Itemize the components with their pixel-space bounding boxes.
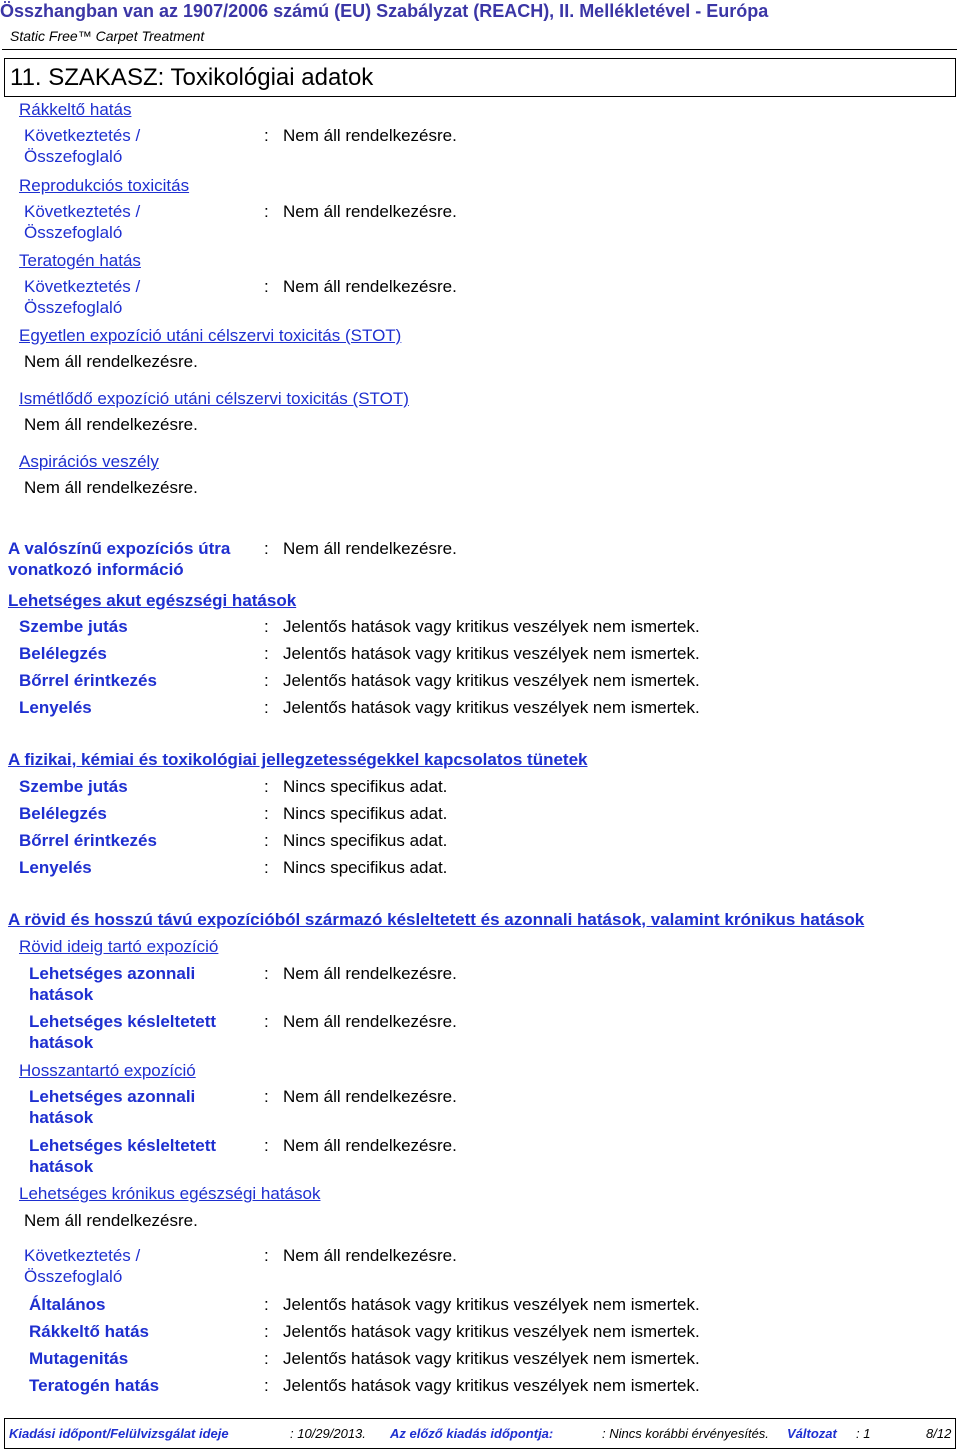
carcinogenicity-heading: Rákkeltő hatás xyxy=(19,100,132,119)
symptoms-row-value: Nincs specifikus adat. xyxy=(283,777,448,796)
chronic-conclusion-value: Nem áll rendelkezésre. xyxy=(283,1246,457,1265)
acute-row-value: Jelentős hatások vagy kritikus veszélyek nem ismertek. xyxy=(283,617,700,636)
aspiration-value: Nem áll rendelkezésre. xyxy=(24,478,198,497)
colon: : xyxy=(264,831,269,850)
colon: : xyxy=(264,1012,269,1031)
colon: : xyxy=(264,539,269,558)
symptoms-row-label: Bőrrel érintkezés xyxy=(19,831,157,850)
chronic-effects-value: Nem áll rendelkezésre. xyxy=(24,1211,198,1230)
symptoms-row-label: Szembe jutás xyxy=(19,777,128,796)
colon: : xyxy=(264,698,269,717)
acute-row-label: Belélegzés xyxy=(19,644,107,663)
symptoms-row-value: Nincs specifikus adat. xyxy=(283,831,448,850)
footer-prev-label: Az előző kiadás időpontja: xyxy=(390,1426,554,1441)
short-term-delayed-value: Nem áll rendelkezésre. xyxy=(283,1012,457,1031)
long-term-delayed-label: Lehetséges késleltetett hatások xyxy=(29,1136,217,1176)
carcinogenicity-conclusion-value: Nem áll rendelkezésre. xyxy=(283,126,457,145)
acute-row-value: Jelentős hatások vagy kritikus veszélyek nem ismertek. xyxy=(283,698,700,717)
teratogenicity-heading: Teratogén hatás xyxy=(19,251,141,270)
colon: : xyxy=(264,1322,269,1341)
footer-issue-value: : 10/29/2013. xyxy=(290,1426,366,1441)
footer-version-value: : 1 xyxy=(856,1426,871,1441)
colon: : xyxy=(264,1376,269,1395)
delayed-effects-heading: A rövid és hosszú távú expozícióból származó késleltetett és azonnali hatások, valamint krónikus hatások xyxy=(8,910,865,929)
stot-repeated-heading: Ismétlődő expozíció utáni célszervi toxicitás (STOT) xyxy=(19,389,409,408)
colon: : xyxy=(264,617,269,636)
colon: : xyxy=(264,1136,269,1155)
chronic-row-label: Teratogén hatás xyxy=(29,1376,160,1395)
document-header-title: Összhangban van az 1907/2006 számú (EU) Szabályzat (REACH), II. Mellékletével - Európa xyxy=(0,1,769,21)
symptoms-row-label: Lenyelés xyxy=(19,858,92,877)
acute-row-label: Bőrrel érintkezés xyxy=(19,671,157,690)
short-term-immediate-label: Lehetséges azonnali hatások xyxy=(29,964,196,1004)
acute-row-label: Lenyelés xyxy=(19,698,92,717)
acute-row-value: Jelentős hatások vagy kritikus veszélyek nem ismertek. xyxy=(283,671,700,690)
colon: : xyxy=(264,858,269,877)
colon: : xyxy=(264,1349,269,1368)
footer-prev-value: : Nincs korábbi érvényesítés. xyxy=(602,1426,769,1441)
chronic-row-value: Jelentős hatások vagy kritikus veszélyek nem ismertek. xyxy=(283,1295,700,1314)
section-title: 11. SZAKASZ: Toxikológiai adatok xyxy=(10,64,374,91)
colon: : xyxy=(264,1246,269,1265)
exposure-routes-value: Nem áll rendelkezésre. xyxy=(283,539,457,558)
colon: : xyxy=(264,277,269,296)
chronic-row-label: Rákkeltő hatás xyxy=(29,1322,149,1341)
header-divider xyxy=(2,49,957,50)
colon: : xyxy=(264,777,269,796)
acute-effects-heading: Lehetséges akut egészségi hatások xyxy=(8,591,297,610)
symptoms-row-value: Nincs specifikus adat. xyxy=(283,858,448,877)
long-term-delayed-value: Nem áll rendelkezésre. xyxy=(283,1136,457,1155)
chronic-row-value: Jelentős hatások vagy kritikus veszélyek nem ismertek. xyxy=(283,1349,700,1368)
reproductive-heading: Reprodukciós toxicitás xyxy=(19,176,190,195)
footer-version-label: Változat xyxy=(787,1426,837,1441)
chronic-row-label: Általános xyxy=(29,1295,106,1314)
symptoms-row-value: Nincs specifikus adat. xyxy=(283,804,448,823)
colon: : xyxy=(264,671,269,690)
acute-row-label: Szembe jutás xyxy=(19,617,128,636)
colon: : xyxy=(264,804,269,823)
chronic-conclusion-label: Következtetés / Összefoglaló xyxy=(24,1246,141,1286)
footer-issue-label: Kiadási időpont/Felülvizsgálat ideje xyxy=(9,1426,229,1441)
long-term-immediate-value: Nem áll rendelkezésre. xyxy=(283,1087,457,1106)
chronic-row-value: Jelentős hatások vagy kritikus veszélyek nem ismertek. xyxy=(283,1322,700,1341)
colon: : xyxy=(264,644,269,663)
stot-single-value: Nem áll rendelkezésre. xyxy=(24,352,198,371)
exposure-routes-label: A valószínű expozíciós útra vonatkozó információ xyxy=(8,539,231,579)
reproductive-conclusion-label: Következtetés / Összefoglaló xyxy=(24,202,141,242)
product-name: Static Free™ Carpet Treatment xyxy=(10,28,205,44)
stot-repeated-value: Nem áll rendelkezésre. xyxy=(24,415,198,434)
colon: : xyxy=(264,202,269,221)
chronic-row-value: Jelentős hatások vagy kritikus veszélyek nem ismertek. xyxy=(283,1376,700,1395)
colon: : xyxy=(264,964,269,983)
teratogenicity-conclusion-label: Következtetés / Összefoglaló xyxy=(24,277,141,317)
stot-single-heading: Egyetlen expozíció utáni célszervi toxicitás (STOT) xyxy=(19,326,402,345)
colon: : xyxy=(264,1295,269,1314)
aspiration-heading: Aspirációs veszély xyxy=(19,452,159,471)
long-term-immediate-label: Lehetséges azonnali hatások xyxy=(29,1087,196,1127)
long-term-heading: Hosszantartó expozíció xyxy=(19,1061,196,1080)
short-term-delayed-label: Lehetséges késleltetett hatások xyxy=(29,1012,217,1052)
colon: : xyxy=(264,1087,269,1106)
acute-row-value: Jelentős hatások vagy kritikus veszélyek nem ismertek. xyxy=(283,644,700,663)
chronic-effects-heading: Lehetséges krónikus egészségi hatások xyxy=(19,1184,321,1203)
chronic-row-label: Mutagenitás xyxy=(29,1349,129,1368)
symptoms-row-label: Belélegzés xyxy=(19,804,107,823)
teratogenicity-conclusion-value: Nem áll rendelkezésre. xyxy=(283,277,457,296)
footer-page-number: 8/12 xyxy=(926,1426,952,1441)
symptoms-heading: A fizikai, kémiai és toxikológiai jellegzetességekkel kapcsolatos tünetek xyxy=(8,750,588,769)
reproductive-conclusion-value: Nem áll rendelkezésre. xyxy=(283,202,457,221)
carcinogenicity-conclusion-label: Következtetés / Összefoglaló xyxy=(24,126,141,166)
colon: : xyxy=(264,126,269,145)
short-term-immediate-value: Nem áll rendelkezésre. xyxy=(283,964,457,983)
short-term-heading: Rövid ideig tartó expozíció xyxy=(19,937,219,956)
